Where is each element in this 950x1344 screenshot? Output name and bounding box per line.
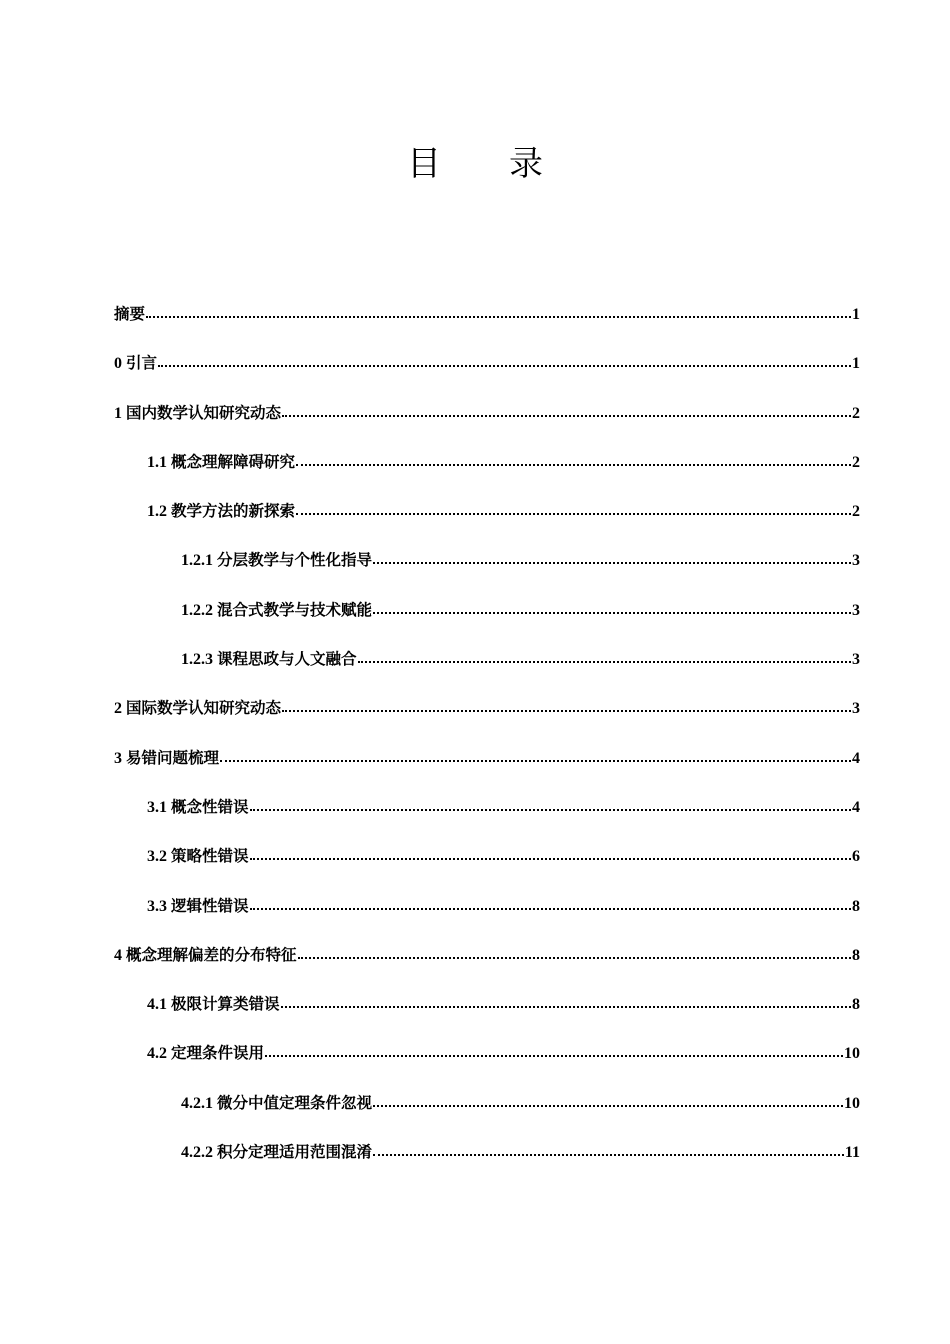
toc-entry[interactable] (114, 842, 860, 891)
toc-entry-number: 2 (114, 700, 126, 718)
toc-leader-dots (373, 1094, 843, 1108)
toc-entry[interactable] (114, 596, 860, 645)
toc-entry-text (114, 349, 157, 378)
toc-entry[interactable] (114, 349, 860, 398)
toc-entry-text (147, 892, 249, 921)
toc-entry-label: 分层教学与个性化指导 (217, 551, 373, 570)
toc-entry-text (181, 596, 372, 625)
toc-entry-page-number: 2 (852, 453, 860, 471)
toc-entry[interactable] (114, 744, 860, 793)
toc-leader-dots (220, 749, 851, 763)
toc-entry-label: 概念理解障碍研究 (171, 452, 296, 471)
toc-entry-label: 引言 (126, 354, 158, 373)
toc-entry-label: 摘要 (114, 305, 146, 323)
toc-entry-label: 教学方法的新探索 (171, 502, 296, 521)
toc-entry-number: 1.1 (147, 453, 171, 471)
toc-entry-number: 3.2 (147, 848, 171, 866)
toc-leader-dots (250, 847, 851, 861)
toc-leader-dots (282, 699, 851, 713)
toc-leader-dots (373, 601, 851, 615)
toc-entry-number: 1.2 (147, 503, 171, 521)
toc-entry[interactable] (114, 546, 860, 595)
toc-leader-dots (158, 354, 851, 368)
toc-leader-dots (281, 995, 851, 1009)
toc-entry-number: 3.1 (147, 798, 171, 816)
toc-entry-page-number: 3 (852, 700, 860, 718)
toc-leader-dots (373, 1143, 844, 1157)
toc-entry-page-number: 8 (852, 996, 860, 1014)
toc-entry[interactable] (114, 941, 860, 990)
toc-entry[interactable] (114, 1089, 860, 1138)
toc-leader-dots (296, 453, 851, 467)
toc-entry-number: 1 (114, 404, 126, 422)
toc-entry-page-number: 2 (852, 404, 860, 422)
toc-entry[interactable] (114, 1039, 860, 1088)
toc-entry-page-number: 11 (844, 1144, 860, 1162)
toc-entry-page-number: 3 (852, 552, 860, 570)
toc-leader-dots (358, 650, 851, 664)
toc-entry-text (181, 645, 357, 674)
toc-entry-label: 定理条件误用 (171, 1044, 265, 1063)
toc-leader-dots (265, 1044, 843, 1058)
toc-entry-number: 1.2.1 (181, 552, 217, 570)
toc-entry[interactable] (114, 892, 860, 941)
toc-entry-number: 4.2 (147, 1045, 171, 1063)
toc-entry-text (147, 1039, 264, 1068)
toc-title: 目 录 (407, 144, 543, 184)
toc-leader-dots (298, 946, 851, 960)
toc-entry-page-number: 4 (852, 749, 860, 767)
toc-entry-label: 概念性错误 (171, 797, 249, 816)
toc-entry-text (147, 793, 249, 822)
toc-entry-label: 混合式教学与技术赋能 (217, 600, 373, 619)
toc-entry[interactable] (114, 793, 860, 842)
toc-entry[interactable] (114, 497, 860, 546)
toc-entry-label: 国内数学认知研究动态 (126, 403, 282, 422)
toc-leader-dots (282, 404, 851, 418)
toc-entry-label: 国际数学认知研究动态 (126, 699, 282, 718)
toc-entry-number: 4.2.2 (181, 1144, 217, 1162)
toc-entry-page-number: 1 (852, 355, 860, 373)
toc-entry-text (181, 1138, 372, 1167)
toc-leader-dots (250, 897, 851, 911)
toc-entry-label: 策略性错误 (171, 847, 249, 866)
toc-entry[interactable] (114, 448, 860, 497)
toc-entry-label: 极限计算类错误 (171, 995, 280, 1014)
toc-entry-number: 3 (114, 749, 126, 767)
toc-entry-text (147, 842, 249, 871)
toc-entry-text (114, 744, 219, 773)
toc-entry[interactable] (114, 300, 860, 349)
toc-leader-dots (250, 798, 851, 812)
toc-leader-dots (373, 551, 851, 565)
toc-entry-number: 4.1 (147, 996, 171, 1014)
toc-entry-text (181, 546, 372, 575)
toc-entry[interactable] (114, 399, 860, 448)
table-of-contents (114, 300, 860, 1187)
toc-entry-label: 概念理解偏差的分布特征 (126, 945, 297, 964)
toc-entry-page-number: 10 (844, 1094, 860, 1112)
toc-entry-label: 微分中值定理条件忽视 (217, 1093, 373, 1112)
toc-entry-page-number: 6 (852, 848, 860, 866)
toc-entry[interactable] (114, 990, 860, 1039)
toc-entry[interactable] (114, 1138, 860, 1187)
toc-entry-number: 1.2.2 (181, 601, 217, 619)
toc-entry-page-number: 1 (852, 306, 860, 323)
toc-entry-number: 4 (114, 946, 126, 964)
toc-entry-page-number: 3 (852, 601, 860, 619)
toc-entry-number: 0 (114, 355, 126, 373)
toc-entry[interactable] (114, 694, 860, 743)
toc-entry-number: 4.2.1 (181, 1094, 217, 1112)
toc-entry[interactable] (114, 645, 860, 694)
toc-leader-dots (146, 305, 851, 319)
toc-entry-page-number: 3 (852, 651, 860, 669)
toc-entry-page-number: 8 (852, 946, 860, 964)
toc-entry-number: 3.3 (147, 897, 171, 915)
toc-entry-label: 易错问题梳理 (126, 748, 220, 767)
toc-entry-text (114, 399, 281, 428)
toc-entry-text (114, 300, 145, 329)
toc-entry-label: 逻辑性错误 (171, 896, 249, 915)
toc-entry-text (114, 694, 281, 723)
toc-entry-number: 1.2.3 (181, 651, 217, 669)
toc-entry-page-number: 8 (852, 897, 860, 915)
toc-leader-dots (296, 502, 851, 516)
toc-entry-label: 积分定理适用范围混淆 (217, 1143, 373, 1162)
toc-entry-text (147, 448, 295, 477)
toc-entry-page-number: 2 (852, 503, 860, 521)
toc-entry-text (147, 990, 280, 1019)
toc-entry-text (181, 1089, 372, 1118)
toc-entry-text (147, 497, 295, 526)
toc-entry-page-number: 10 (844, 1045, 860, 1063)
toc-entry-text (114, 941, 297, 970)
toc-entry-page-number: 4 (852, 798, 860, 816)
toc-entry-label: 课程思政与人文融合 (217, 650, 357, 669)
